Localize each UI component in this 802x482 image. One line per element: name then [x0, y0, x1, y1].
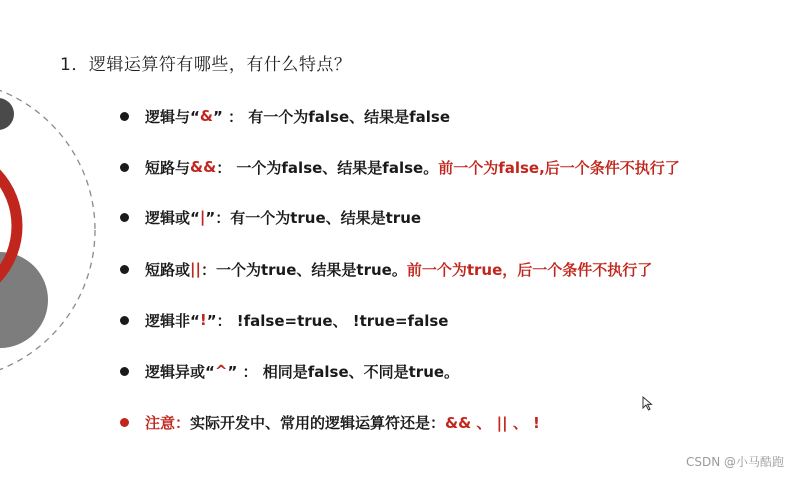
item-description: ”： !false=true、 !true=false — [206, 311, 449, 330]
item-operator: ^ — [214, 362, 228, 380]
note-label: 注意： — [145, 413, 191, 432]
bullet-dot — [120, 316, 129, 325]
item-operator: | — [199, 208, 206, 226]
item-note: 前一个为true，后一个条件不执行了 — [406, 260, 653, 279]
list-item — [120, 104, 450, 128]
mouse-pointer-icon — [642, 396, 654, 412]
item-description: ：一个为true、结果是true。 — [200, 260, 407, 279]
bullet-dot — [120, 418, 129, 427]
item-operator: ! — [199, 311, 207, 329]
list-item — [120, 155, 680, 179]
list-item — [120, 308, 448, 332]
item-description: ”：有一个为true、结果是true — [205, 208, 422, 227]
item-operator: && — [190, 158, 217, 176]
bullet-dot — [120, 367, 129, 376]
item-label: 逻辑非“ — [145, 311, 200, 330]
item-label: 逻辑或“ — [145, 208, 200, 227]
bullet-dot — [120, 265, 129, 274]
note-text: 实际开发中、常用的逻辑运算符还是： — [190, 413, 446, 432]
item-operator: & — [199, 107, 213, 125]
bullet-dot — [120, 213, 129, 222]
list-item — [120, 359, 459, 383]
list-item — [120, 257, 652, 281]
watermark: CSDN @小马酷跑 — [685, 455, 784, 469]
bullet-dot — [120, 163, 129, 172]
page-title: 1．逻辑运算符有哪些，有什么特点？ — [60, 55, 352, 75]
item-label: 逻辑异或“ — [145, 362, 215, 381]
bullet-dot — [120, 112, 129, 121]
list-item — [120, 205, 421, 229]
item-label: 逻辑与“ — [145, 107, 200, 126]
item-label: 短路与 — [145, 158, 191, 177]
item-description: ” ： 有一个为false、结果是false — [212, 107, 451, 126]
item-description: ： 一个为false、结果是false。 — [216, 158, 439, 177]
item-label: 短路或 — [145, 260, 191, 279]
note-operators: && 、 || 、 ! — [445, 413, 540, 432]
item-note: 前一个为false,后一个条件不执行了 — [438, 158, 680, 177]
item-description: ” ： 相同是false、不同是true。 — [227, 362, 460, 381]
item-operator: || — [190, 260, 201, 278]
list-item-note — [120, 410, 540, 434]
